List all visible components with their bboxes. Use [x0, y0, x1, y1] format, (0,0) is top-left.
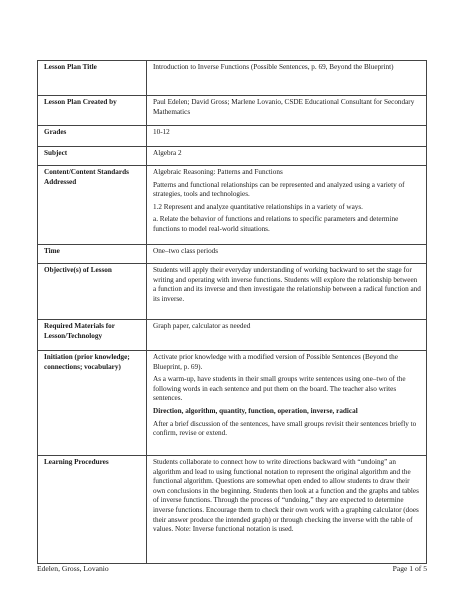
objective-text: Students will apply their everyday understanding of working backward to set the stage for writing and operating with inverse functions. Students will explore the relationship between a function and its inverse and then investigate the relationship between a radical function and its inverse. [153, 266, 421, 303]
row-label: Lesson Plan Created by [38, 96, 147, 126]
vocabulary-words: Direction, algorithm, quantity, function, operation, inverse, radical [153, 406, 358, 415]
row-label: Subject [38, 147, 147, 166]
lesson-plan-table [37, 60, 427, 564]
row-label: Lesson Plan Title [38, 61, 147, 96]
row-label: Initiation (prior knowledge; connections; vocabulary) [38, 351, 147, 456]
row-value [147, 126, 427, 147]
table-row [38, 126, 427, 147]
table-row [38, 264, 427, 320]
table-row [38, 147, 427, 166]
standard-strand: Algebraic Reasoning: Patterns and Functions [153, 168, 283, 176]
row-label: Required Materials for Lesson/Technology [38, 320, 147, 351]
table-row [38, 320, 427, 351]
initiation-warmup: As a warm-up, have students in their small groups write sentences using one–two of the following words in each sentence and put them on the board. The teacher also writes sentences. [153, 375, 406, 403]
row-value [147, 264, 427, 320]
page-number: Page 1 of 5 [392, 564, 427, 573]
row-label: Content/Content Standards Addressed [38, 166, 147, 245]
table-row [38, 61, 427, 96]
row-value [147, 456, 427, 564]
table-row [38, 351, 427, 456]
initiation-intro: Activate prior knowledge with a modified version of Possible Sentences (Beyond the Blueprint, p. 69). [153, 353, 398, 371]
materials-text: Graph paper, calculator as needed [153, 322, 251, 330]
row-value [147, 96, 427, 126]
row-label: Learning Procedures [38, 456, 147, 564]
lesson-title: Introduction to Inverse Functions (Possible Sentences, p. 69, Beyond the Blueprint) [153, 63, 394, 71]
row-value [147, 147, 427, 166]
creators: Paul Edelen; David Gross; Marlene Lovanio, CSDE Educational Consultant for Secondary Mathematics [153, 98, 415, 116]
row-value [147, 61, 427, 96]
standard-expectation: a. Relate the behavior of functions and relations to specific parameters and determine functions to model real-world situations. [153, 215, 399, 233]
row-value [147, 166, 427, 245]
row-label: Objective(s) of Lesson [38, 264, 147, 320]
subject-value: Algebra 2 [153, 149, 182, 157]
table-row [38, 166, 427, 245]
standard-objective: 1.2 Represent and analyze quantitative relationships in a variety of ways. [153, 202, 363, 211]
table-row [38, 456, 427, 564]
grades-value: 10-12 [153, 128, 170, 136]
initiation-followup: After a brief discussion of the sentences, have small groups revisit their sentences briefly to confirm, revise or extend. [153, 419, 417, 438]
table-row [38, 96, 427, 126]
standard-text: Patterns and functional relationships can be represented and analyzed using a variety of strategies, tools and technologies. [153, 180, 405, 199]
row-label: Time [38, 245, 147, 264]
row-value [147, 351, 427, 456]
row-value [147, 320, 427, 351]
row-label: Grades [38, 126, 147, 147]
row-value [147, 245, 427, 264]
footer-authors: Edelen, Gross, Lovanio [37, 564, 109, 573]
table-row [38, 245, 427, 264]
time-value: One–two class periods [153, 247, 219, 255]
procedures-text: Students collaborate to connect how to write directions backward with “undoing” an algorithm and lead to using functional notation to represent the original algorithm and the functional algorithm. Questions are somewhat open ended to allow students to draw their own conclusions in the beginning. Students then look at a function and the graphs and tables of inverse functions. Through the process of “undoing,” they are expected to determine inverse functions. Encourage them to check their own work with a graphing calculator (does their answer produce the intended graph) or through checking the inverse with the table of values. Note: Inverse functional notation is used. [153, 458, 419, 534]
